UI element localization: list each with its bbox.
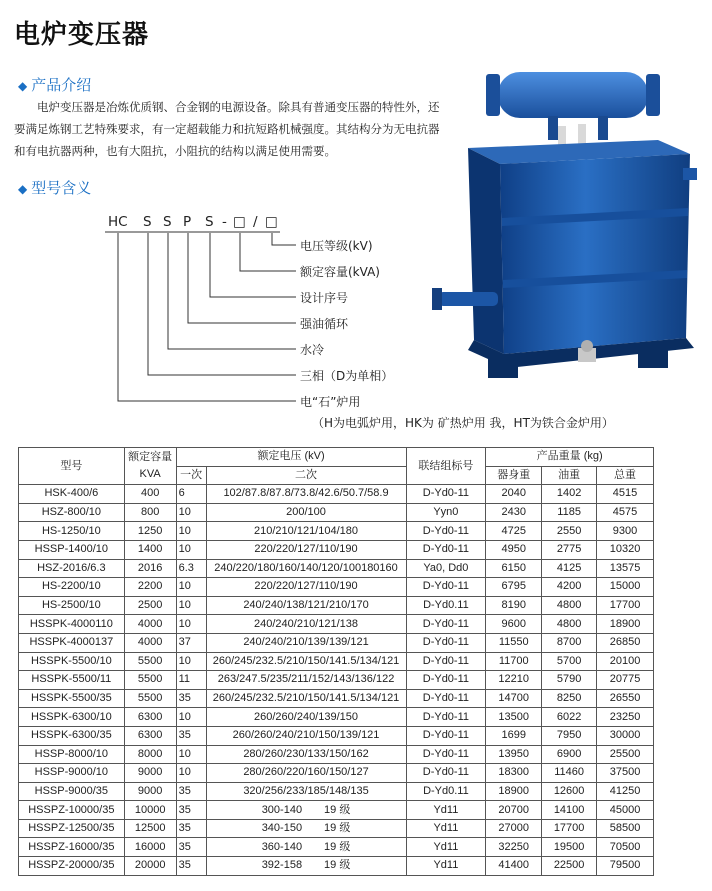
cell-model: HSSPK-5500/35	[19, 689, 125, 708]
header-capacity: 额定容量 KVA	[124, 448, 176, 485]
cell-total-weight: 26550	[597, 689, 654, 708]
cell-vector-group: D-Yd0-11	[406, 540, 486, 559]
cell-oil-weight: 2775	[542, 540, 597, 559]
cell-primary: 10	[176, 745, 206, 764]
cell-primary: 10	[176, 652, 206, 671]
cell-model: HSSPZ-12500/35	[19, 819, 125, 838]
cell-model: HSZ-800/10	[19, 503, 125, 522]
cell-total-weight: 4515	[597, 485, 654, 504]
cell-secondary: 240/240/210/139/139/121	[206, 633, 406, 652]
cell-capacity: 4000	[124, 633, 176, 652]
cell-capacity: 6300	[124, 708, 176, 727]
cell-vector-group: D-Yd0-11	[406, 689, 486, 708]
header-oil: 油重	[542, 466, 597, 485]
cell-body-weight: 6150	[486, 559, 542, 578]
intro-heading	[18, 74, 91, 95]
cell-vector-group: D-Yd0-11	[406, 764, 486, 783]
cell-oil-weight: 8250	[542, 689, 597, 708]
cell-total-weight: 20100	[597, 652, 654, 671]
model-label-furnace: 电“石”炉用	[300, 395, 361, 409]
cell-body-weight: 14700	[486, 689, 542, 708]
cell-primary: 35	[176, 689, 206, 708]
cell-body-weight: 13950	[486, 745, 542, 764]
cell-vector-group: Yd11	[406, 819, 486, 838]
cell-vector-group: D-Yd0-11	[406, 652, 486, 671]
page-title: 电炉变压器	[14, 20, 150, 50]
cell-capacity: 9000	[124, 764, 176, 783]
model-code-s3: S	[205, 214, 214, 230]
cell-secondary: 260/260/240/210/150/139/121	[206, 726, 406, 745]
model-code-hc: HC	[108, 214, 128, 230]
cell-capacity: 2016	[124, 559, 176, 578]
cell-total-weight: 15000	[597, 578, 654, 597]
cell-secondary: 260/260/240/139/150	[206, 708, 406, 727]
table-row	[19, 671, 654, 690]
cell-primary: 35	[176, 801, 206, 820]
cell-oil-weight: 12600	[542, 782, 597, 801]
cell-secondary: 220/220/127/110/190	[206, 578, 406, 597]
cell-secondary: 360-140 19 级	[206, 838, 406, 857]
cell-total-weight: 45000	[597, 801, 654, 820]
cell-model: HSSPK-5500/11	[19, 671, 125, 690]
cell-oil-weight: 8700	[542, 633, 597, 652]
cell-total-weight: 10320	[597, 540, 654, 559]
table-row	[19, 745, 654, 764]
cell-primary: 10	[176, 503, 206, 522]
cell-model: HSSPK-5500/10	[19, 652, 125, 671]
model-code-box1: □	[233, 214, 246, 230]
diamond-icon: ◆	[18, 182, 28, 196]
cell-vector-group: D-Yd0.11	[406, 782, 486, 801]
model-label-phase: 三相（D为单相）	[300, 369, 394, 383]
table-row	[19, 819, 654, 838]
header-voltage: 额定电压 (kV)	[176, 448, 406, 467]
cell-total-weight: 4575	[597, 503, 654, 522]
cell-primary: 35	[176, 726, 206, 745]
cell-vector-group: D-Yd0-11	[406, 633, 486, 652]
model-label-capacity: 额定容量(kVA)	[300, 265, 380, 279]
cell-capacity: 6300	[124, 726, 176, 745]
cell-primary: 37	[176, 633, 206, 652]
header-total: 总重	[597, 466, 654, 485]
cell-secondary: 220/220/127/110/190	[206, 540, 406, 559]
cell-primary: 10	[176, 578, 206, 597]
cell-primary: 35	[176, 857, 206, 876]
cell-total-weight: 30000	[597, 726, 654, 745]
cell-secondary: 102/87.8/87.8/73.8/42.6/50.7/58.9	[206, 485, 406, 504]
cell-primary: 10	[176, 540, 206, 559]
cell-primary: 11	[176, 671, 206, 690]
header-weight: 产品重量 (kg)	[486, 448, 654, 467]
cell-capacity: 5500	[124, 652, 176, 671]
cell-oil-weight: 5700	[542, 652, 597, 671]
cell-vector-group: D-Yd0-11	[406, 745, 486, 764]
cell-total-weight: 18900	[597, 615, 654, 634]
model-code-slash: /	[253, 214, 258, 230]
cell-body-weight: 2040	[486, 485, 542, 504]
cell-vector-group: D-Yd0-11	[406, 708, 486, 727]
table-row	[19, 726, 654, 745]
cell-total-weight: 25500	[597, 745, 654, 764]
cell-body-weight: 1699	[486, 726, 542, 745]
table-row	[19, 559, 654, 578]
intro-heading-text: 产品介绍	[31, 76, 92, 94]
table-row	[19, 857, 654, 876]
cell-model: HSSPK-6300/10	[19, 708, 125, 727]
cell-vector-group: D-Yd0-11	[406, 522, 486, 541]
cell-primary: 10	[176, 708, 206, 727]
cell-body-weight: 11550	[486, 633, 542, 652]
cell-total-weight: 23250	[597, 708, 654, 727]
header-vector-group: 联结组标号	[406, 448, 486, 485]
header-body: 器身重	[486, 466, 542, 485]
cell-model: HSK-400/6	[19, 485, 125, 504]
cell-oil-weight: 4800	[542, 615, 597, 634]
cell-capacity: 10000	[124, 801, 176, 820]
cell-capacity: 400	[124, 485, 176, 504]
cell-capacity: 1250	[124, 522, 176, 541]
cell-oil-weight: 6900	[542, 745, 597, 764]
cell-secondary: 260/245/232.5/210/150/141.5/134/121	[206, 652, 406, 671]
cell-model: HSSPZ-20000/35	[19, 857, 125, 876]
cell-secondary: 240/240/210/121/138	[206, 615, 406, 634]
cell-capacity: 20000	[124, 857, 176, 876]
cell-oil-weight: 22500	[542, 857, 597, 876]
model-label-oil: 强油循环	[300, 317, 349, 331]
cell-model: HSZ-2016/6.3	[19, 559, 125, 578]
transformer-image	[428, 58, 708, 396]
cell-secondary: 240/220/180/160/140/120/100180160	[206, 559, 406, 578]
cell-model: HSSP-9000/10	[19, 764, 125, 783]
cell-total-weight: 70500	[597, 838, 654, 857]
cell-total-weight: 58500	[597, 819, 654, 838]
table-row	[19, 652, 654, 671]
model-code-s1: S	[143, 214, 152, 230]
cell-primary: 10	[176, 764, 206, 783]
cell-body-weight: 41400	[486, 857, 542, 876]
table-row	[19, 782, 654, 801]
cell-secondary: 210/210/121/104/180	[206, 522, 406, 541]
model-heading-text: 型号含义	[31, 179, 92, 197]
cell-body-weight: 12210	[486, 671, 542, 690]
cell-vector-group: D-Yd0-11	[406, 578, 486, 597]
cell-model: HSSPK-4000110	[19, 615, 125, 634]
cell-model: HSSPK-6300/35	[19, 726, 125, 745]
cell-total-weight: 41250	[597, 782, 654, 801]
cell-secondary: 280/260/220/160/150/127	[206, 764, 406, 783]
cell-capacity: 8000	[124, 745, 176, 764]
cell-total-weight: 79500	[597, 857, 654, 876]
cell-body-weight: 8190	[486, 596, 542, 615]
cell-body-weight: 27000	[486, 819, 542, 838]
model-code-box2: □	[265, 214, 278, 230]
cell-oil-weight: 11460	[542, 764, 597, 783]
cell-secondary: 392-158 19 级	[206, 857, 406, 876]
cell-vector-group: D-Yd0.11	[406, 596, 486, 615]
header-secondary: 二次	[206, 466, 406, 485]
cell-oil-weight: 4200	[542, 578, 597, 597]
cell-model: HS-1250/10	[19, 522, 125, 541]
table-row	[19, 764, 654, 783]
cell-primary: 35	[176, 819, 206, 838]
spec-table	[18, 447, 654, 876]
cell-body-weight: 18900	[486, 782, 542, 801]
cell-primary: 10	[176, 522, 206, 541]
table-row	[19, 485, 654, 504]
cell-oil-weight: 19500	[542, 838, 597, 857]
table-row	[19, 522, 654, 541]
cell-capacity: 2200	[124, 578, 176, 597]
cell-model: HS-2500/10	[19, 596, 125, 615]
cell-capacity: 4000	[124, 615, 176, 634]
cell-oil-weight: 7950	[542, 726, 597, 745]
cell-secondary: 263/247.5/235/211/152/143/136/122	[206, 671, 406, 690]
model-label-water: 水冷	[300, 343, 325, 357]
table-row	[19, 689, 654, 708]
cell-secondary: 320/256/233/185/148/135	[206, 782, 406, 801]
cell-primary: 10	[176, 615, 206, 634]
cell-oil-weight: 4800	[542, 596, 597, 615]
table-row	[19, 540, 654, 559]
cell-vector-group: Yyn0	[406, 503, 486, 522]
cell-oil-weight: 14100	[542, 801, 597, 820]
cell-secondary: 340-150 19 级	[206, 819, 406, 838]
cell-primary: 10	[176, 596, 206, 615]
cell-oil-weight: 1185	[542, 503, 597, 522]
cell-capacity: 16000	[124, 838, 176, 857]
cell-model: HSSPK-4000137	[19, 633, 125, 652]
table-row	[19, 578, 654, 597]
cell-body-weight: 13500	[486, 708, 542, 727]
cell-total-weight: 26850	[597, 633, 654, 652]
cell-oil-weight: 2550	[542, 522, 597, 541]
cell-model: HSSP-8000/10	[19, 745, 125, 764]
cell-vector-group: Yd11	[406, 801, 486, 820]
model-code-p: P	[183, 214, 192, 230]
cell-secondary: 300-140 19 级	[206, 801, 406, 820]
header-model: 型号	[19, 448, 125, 485]
cell-model: HSSPZ-10000/35	[19, 801, 125, 820]
cell-total-weight: 9300	[597, 522, 654, 541]
diamond-icon: ◆	[18, 79, 28, 93]
spec-table-body	[19, 485, 654, 875]
cell-body-weight: 32250	[486, 838, 542, 857]
table-row	[19, 838, 654, 857]
cell-model: HSSPZ-16000/35	[19, 838, 125, 857]
cell-oil-weight: 6022	[542, 708, 597, 727]
cell-capacity: 2500	[124, 596, 176, 615]
cell-total-weight: 20775	[597, 671, 654, 690]
model-heading	[18, 177, 91, 198]
cell-capacity: 9000	[124, 782, 176, 801]
cell-capacity: 800	[124, 503, 176, 522]
model-code-dash: -	[222, 214, 227, 230]
cell-secondary: 240/240/138/121/210/170	[206, 596, 406, 615]
cell-body-weight: 20700	[486, 801, 542, 820]
table-row	[19, 708, 654, 727]
model-label-voltage: 电压等级(kV)	[300, 239, 373, 253]
table-row	[19, 633, 654, 652]
cell-vector-group: Yd11	[406, 857, 486, 876]
cell-secondary: 260/245/232.5/210/150/141.5/134/121	[206, 689, 406, 708]
cell-body-weight: 4725	[486, 522, 542, 541]
model-note: （H为电弧炉用，HK为 矿热炉用 我，HT为铁合金炉用）	[312, 416, 614, 430]
table-row	[19, 615, 654, 634]
cell-capacity: 12500	[124, 819, 176, 838]
cell-vector-group: D-Yd0-11	[406, 615, 486, 634]
model-code-s2: S	[163, 214, 172, 230]
cell-oil-weight: 5790	[542, 671, 597, 690]
cell-vector-group: D-Yd0-11	[406, 726, 486, 745]
cell-model: HS-2200/10	[19, 578, 125, 597]
cell-primary: 6.3	[176, 559, 206, 578]
table-row	[19, 596, 654, 615]
cell-capacity: 1400	[124, 540, 176, 559]
cell-body-weight: 18300	[486, 764, 542, 783]
cell-body-weight: 9600	[486, 615, 542, 634]
cell-oil-weight: 4125	[542, 559, 597, 578]
cell-capacity: 5500	[124, 671, 176, 690]
table-header-row	[19, 448, 654, 467]
cell-primary: 35	[176, 838, 206, 857]
cell-vector-group: D-Yd0-11	[406, 671, 486, 690]
cell-body-weight: 6795	[486, 578, 542, 597]
cell-body-weight: 11700	[486, 652, 542, 671]
cell-total-weight: 37500	[597, 764, 654, 783]
cell-model: HSSP-1400/10	[19, 540, 125, 559]
cell-vector-group: Yd11	[406, 838, 486, 857]
cell-body-weight: 4950	[486, 540, 542, 559]
cell-capacity: 5500	[124, 689, 176, 708]
cell-body-weight: 2430	[486, 503, 542, 522]
cell-secondary: 280/260/230/133/150/162	[206, 745, 406, 764]
cell-total-weight: 13575	[597, 559, 654, 578]
cell-vector-group: Ya0, Dd0	[406, 559, 486, 578]
cell-vector-group: D-Yd0-11	[406, 485, 486, 504]
model-label-design: 设计序号	[300, 291, 349, 305]
cell-primary: 35	[176, 782, 206, 801]
table-row	[19, 801, 654, 820]
cell-primary: 6	[176, 485, 206, 504]
cell-total-weight: 17700	[597, 596, 654, 615]
header-primary: 一次	[176, 466, 206, 485]
cell-oil-weight: 1402	[542, 485, 597, 504]
cell-secondary: 200/100	[206, 503, 406, 522]
table-row	[19, 503, 654, 522]
intro-paragraph: 电炉变压器是冶炼优质钢、合金钢的电源设备。除具有普通变压器的特性外，还要满足炼钢工艺特殊要求，有一定超载能力和抗短路机械强度。其结构分为无电抗器和有电抗器两种，也有大阻抗，小阻抗的结构以满足使用需要。	[14, 100, 440, 158]
cell-oil-weight: 17700	[542, 819, 597, 838]
cell-model: HSSP-9000/35	[19, 782, 125, 801]
